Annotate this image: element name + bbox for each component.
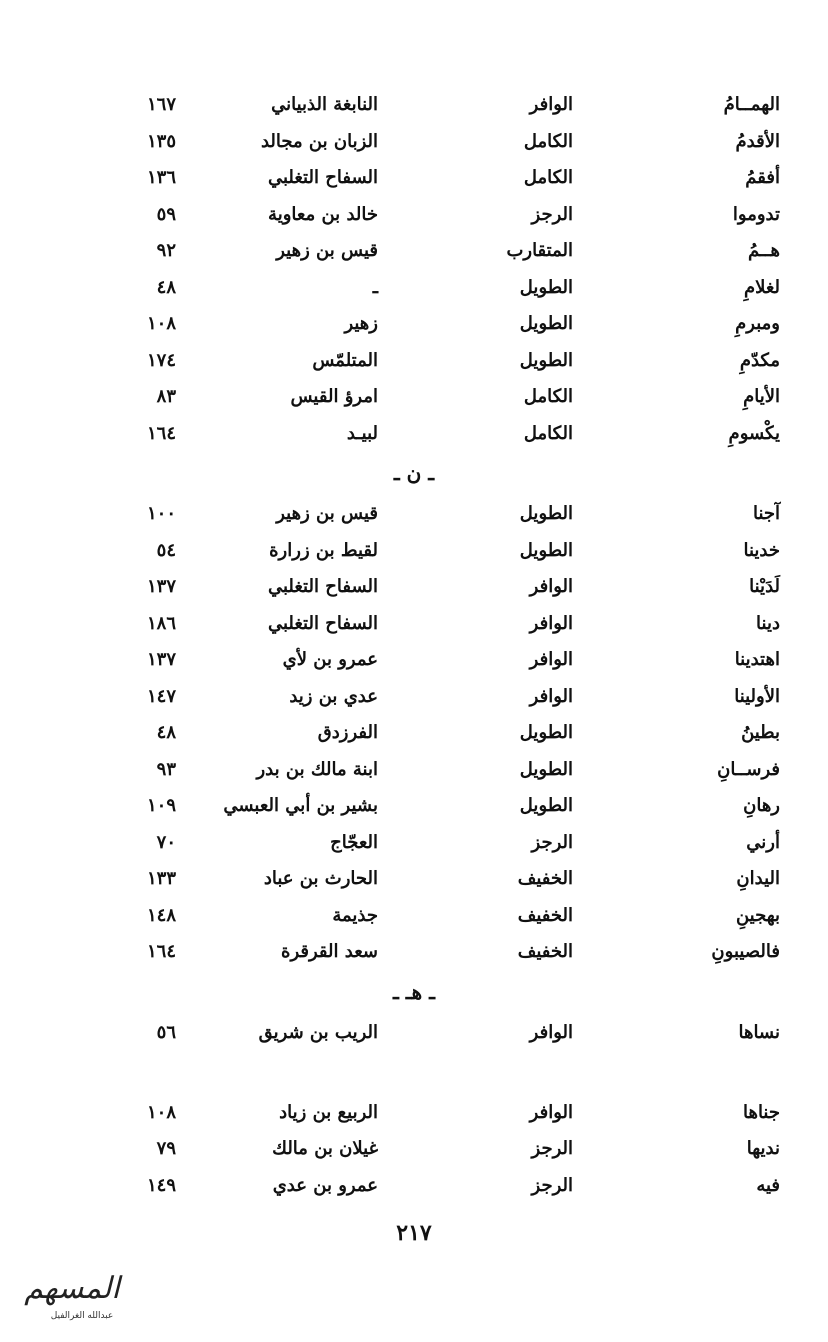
poet-cell: النابغة الذبياني — [271, 94, 378, 115]
page-ref-cell: ١٤٨ — [146, 904, 176, 926]
poet-cell: لبيـد — [346, 422, 378, 444]
rhyme-cell: دينا — [756, 612, 780, 634]
poet-cell: السفاح التغلبي — [267, 612, 378, 634]
poet-cell: قيس بن زهير — [276, 503, 378, 524]
page-ref-cell: ٩٢ — [156, 240, 176, 261]
table-row — [0, 605, 828, 642]
page-ref-cell: ١٣٦ — [146, 167, 176, 188]
table-row — [0, 1167, 828, 1204]
meter-cell: الطويل — [519, 795, 573, 816]
table-row — [0, 897, 828, 934]
table-row — [0, 196, 828, 233]
page-ref-cell: ١٠٠ — [146, 503, 176, 524]
rhyme-cell: الأقدمُ — [735, 130, 780, 152]
section-header-nun: ـ ن ـ — [393, 461, 435, 485]
poet-cell: لقيط بن زرارة — [269, 539, 378, 561]
meter-cell: الطويل — [519, 539, 573, 561]
page-ref-cell: ٥٦ — [156, 1021, 176, 1043]
meter-cell: الطويل — [519, 503, 573, 524]
page-ref-cell: ٥٤ — [156, 539, 176, 561]
svg-text:عبدالله الغرالفيل: عبدالله الغرالفيل — [50, 1311, 114, 1321]
page-ref-cell: ١٠٨ — [146, 1101, 176, 1123]
page-ref-cell: ٥٩ — [156, 203, 176, 225]
poet-cell: السفاح التغلبي — [267, 576, 378, 597]
meter-cell: الخفيف — [517, 904, 573, 926]
table-row — [0, 232, 828, 269]
page-ref-cell: ١٤٧ — [146, 685, 176, 707]
rhyme-cell: آجنا — [752, 503, 780, 524]
section-nun — [0, 495, 828, 970]
poet-cell: بشير بن أبي العبسي — [223, 795, 378, 816]
rhyme-cell: أرني — [746, 831, 780, 853]
table-row — [0, 269, 828, 306]
poet-cell: عمرو بن لأي — [282, 649, 378, 670]
meter-cell: الطويل — [519, 722, 573, 743]
table-row — [0, 159, 828, 196]
section-header-ha: ـ هـ ـ — [392, 979, 436, 1004]
meter-cell: الخفيف — [517, 868, 573, 889]
page-ref-cell: ٤٨ — [156, 722, 176, 743]
poet-cell: ـ — [372, 276, 378, 298]
page-number: ٢١٧ — [396, 1220, 432, 1246]
poet-cell: خالد بن معاوية — [268, 203, 378, 225]
rhyme-cell: يكْسومِ — [728, 422, 780, 444]
table-row — [0, 495, 828, 532]
rhyme-cell: رهانِ — [743, 795, 780, 816]
meter-cell: الرجز — [531, 203, 573, 225]
meter-cell: الوافر — [529, 576, 573, 597]
rhyme-cell: خدينا — [743, 539, 780, 561]
poet-cell: عدي بن زيد — [289, 685, 378, 707]
page-ref-cell: ١٣٥ — [146, 130, 176, 152]
meter-cell: الوافر — [529, 1101, 573, 1123]
rhyme-cell: تدوموا — [732, 203, 780, 225]
table-row — [0, 787, 828, 824]
rhyme-cell: اليدانِ — [736, 868, 780, 889]
rhyme-cell: جناها — [742, 1101, 780, 1123]
page-ref-cell: ١٦٤ — [146, 422, 176, 444]
rhyme-cell: أفقمُ — [745, 167, 780, 188]
table-row — [0, 342, 828, 379]
table-row — [0, 751, 828, 788]
rhyme-cell: بطينُ — [741, 722, 780, 743]
table-row — [0, 1094, 828, 1131]
page-ref-cell: ١٦٧ — [146, 94, 176, 115]
rhyme-cell: بهجينِ — [735, 904, 780, 926]
poet-cell: الزبان بن مجالد — [260, 130, 378, 152]
meter-cell: الطويل — [519, 313, 573, 334]
page-ref-cell: ١٦٤ — [146, 941, 176, 962]
meter-cell: المتقارب — [506, 240, 573, 261]
meter-cell: الكامل — [523, 422, 573, 444]
meter-cell: الوافر — [529, 612, 573, 634]
poet-cell: ابنة مالك بن بدر — [256, 758, 378, 780]
page-ref-cell: ١٣٣ — [146, 868, 176, 889]
page-ref-cell: ٩٣ — [156, 758, 176, 780]
rhyme-cell: الهمــامُ — [723, 94, 780, 115]
poet-cell: قيس بن زهير — [276, 240, 378, 261]
rhyme-cell: الأولينا — [734, 685, 780, 707]
page-ref-cell: ٤٨ — [156, 276, 176, 298]
section-mim — [0, 86, 828, 451]
meter-cell: الطويل — [519, 758, 573, 780]
meter-cell: الوافر — [529, 685, 573, 707]
meter-cell: الوافر — [529, 1021, 573, 1043]
meter-cell: الوافر — [529, 649, 573, 670]
table-row — [0, 1130, 828, 1167]
poet-cell: زهير — [344, 313, 378, 334]
poet-cell: العجّاج — [330, 831, 378, 853]
table-row — [0, 86, 828, 123]
table-row — [0, 305, 828, 342]
meter-cell: الوافر — [529, 94, 573, 115]
meter-cell: الطويل — [519, 276, 573, 298]
index-table — [0, 86, 828, 1203]
rhyme-cell: ومبرمِ — [735, 313, 780, 334]
table-row — [0, 415, 828, 452]
table-row — [0, 678, 828, 715]
page-ref-cell: ٨٣ — [156, 386, 176, 407]
rhyme-cell: فرســانِ — [717, 758, 780, 780]
poet-cell: امرؤ القيس — [290, 386, 378, 407]
page-ref-cell: ١٧٤ — [146, 349, 176, 371]
table-row — [0, 123, 828, 160]
page-ref-cell: ١٠٩ — [146, 795, 176, 816]
poet-cell: الفرزدق — [317, 722, 378, 743]
table-row — [0, 532, 828, 569]
table-row — [0, 378, 828, 415]
poet-cell: الريب بن شريق — [258, 1021, 378, 1043]
table-row — [0, 824, 828, 861]
page-ref-cell: ١٨٦ — [146, 612, 176, 634]
rhyme-cell: فيه — [756, 1174, 780, 1196]
meter-cell: الكامل — [523, 386, 573, 407]
page-ref-cell: ١٠٨ — [146, 313, 176, 334]
svg-text:المسهم: المسهم — [24, 1271, 120, 1306]
poet-cell: الربيع بن زياد — [279, 1101, 378, 1123]
rhyme-cell: اهتدينا — [734, 649, 780, 670]
publisher-logo — [10, 1262, 135, 1324]
table-row — [0, 714, 828, 751]
meter-cell: الرجز — [531, 831, 573, 853]
rhyme-cell: مكدّمِ — [739, 349, 780, 371]
table-row — [0, 860, 828, 897]
rhyme-cell: نديها — [746, 1138, 780, 1159]
rhyme-cell: لَدَيْنا — [749, 576, 780, 597]
table-row — [0, 1014, 828, 1094]
meter-cell: الطويل — [519, 349, 573, 371]
rhyme-cell: الأيامِ — [743, 386, 780, 407]
poet-cell: عمرو بن عدي — [272, 1174, 378, 1196]
rhyme-cell: لغلامِ — [743, 276, 780, 298]
page-ref-cell: ١٣٧ — [146, 576, 176, 597]
page-ref-cell: ٧٠ — [156, 831, 176, 853]
table-row — [0, 933, 828, 970]
poet-cell: المتلمّس — [312, 349, 378, 371]
poet-cell: سعد القرقرة — [281, 941, 378, 962]
poet-cell: جذيمة — [332, 904, 378, 926]
meter-cell: الكامل — [523, 167, 573, 188]
rhyme-cell: نساها — [738, 1021, 780, 1043]
poet-cell: غيلان بن مالك — [272, 1138, 378, 1159]
rhyme-cell: فالصيبونِ — [711, 941, 780, 962]
section-ha — [0, 1014, 828, 1204]
poet-cell: الحارث بن عباد — [263, 868, 378, 889]
table-row — [0, 641, 828, 678]
meter-cell: الخفيف — [517, 941, 573, 962]
page-ref-cell: ٧٩ — [156, 1138, 176, 1159]
poet-cell: السفاح التغلبي — [267, 167, 378, 188]
rhyme-cell: هــمُ — [747, 240, 780, 261]
page-ref-cell: ١٤٩ — [146, 1174, 176, 1196]
meter-cell: الكامل — [523, 130, 573, 152]
table-row — [0, 568, 828, 605]
meter-cell: الرجز — [531, 1174, 573, 1196]
page-ref-cell: ١٣٧ — [146, 649, 176, 670]
meter-cell: الرجز — [531, 1138, 573, 1159]
